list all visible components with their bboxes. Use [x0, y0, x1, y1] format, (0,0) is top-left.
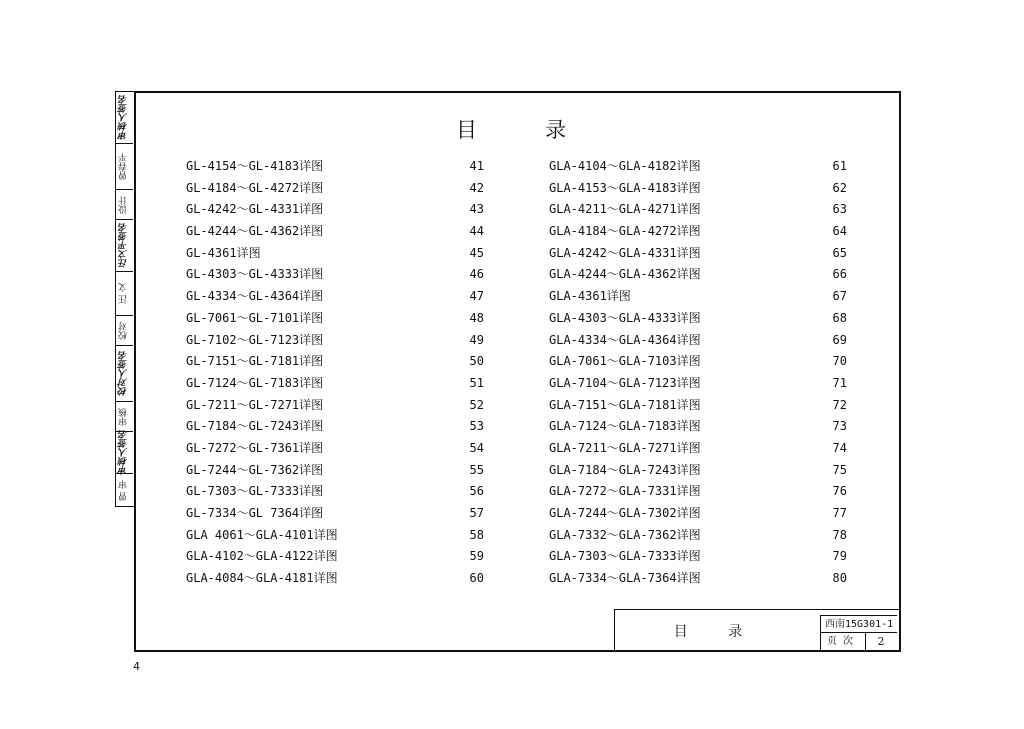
side-cell-design-label: 设计 [116, 190, 133, 220]
toc-entry-page: 44 [469, 224, 484, 239]
page-title-right: 录 [545, 118, 566, 142]
title-block-name: 目 录 [673, 624, 761, 640]
toc-entry [186, 351, 492, 373]
toc-entry-label: GL-7272～GL-7361详图 [186, 440, 324, 455]
toc-entry-page: 54 [469, 440, 484, 455]
toc-entry-page: 65 [832, 245, 847, 260]
toc-entry [549, 178, 849, 200]
toc-entry [549, 416, 849, 438]
toc-entry-page: 60 [469, 571, 484, 586]
side-signature-4: 审核人签名 [116, 432, 133, 474]
toc-entry-label: GLA-4104～GLA-4182详图 [549, 159, 701, 173]
toc-entry [549, 503, 849, 525]
toc-entry-label: GLA-7104～GLA-7123详图 [549, 375, 701, 390]
toc-entry-page: 72 [832, 397, 847, 412]
toc-entry [186, 460, 492, 482]
toc-entry-page: 79 [832, 549, 847, 564]
toc-entry [549, 351, 849, 373]
toc-entry-label: GLA-7303～GLA-7333详图 [549, 549, 701, 564]
toc-entry-label: GLA-7211～GLA-7271详图 [549, 440, 701, 455]
toc-entry-page: 42 [469, 180, 484, 195]
toc-entry-label: GL-4242～GL-4331详图 [186, 202, 324, 217]
toc-entry-label: GL-4154～GL-4183详图 [186, 159, 324, 173]
toc-entry-page: 48 [469, 310, 484, 325]
toc-entry-label: GLA-4303～GLA-4333详图 [549, 310, 701, 325]
toc-entry-label: GLA-7332～GLA-7362详图 [549, 527, 701, 542]
toc-entry [549, 286, 849, 308]
toc-entry [186, 199, 492, 221]
toc-entry-page: 53 [469, 419, 484, 434]
side-cell-name-3: 曾 审 [119, 480, 129, 501]
toc-entry-page: 59 [469, 549, 484, 564]
toc-entry-page: 68 [832, 310, 847, 325]
toc-entry [186, 373, 492, 395]
toc-entry [549, 156, 849, 178]
toc-entry-label: GL-7334～GL 7364详图 [186, 506, 324, 520]
toc-entry-label: GL-4334～GL-4364详图 [186, 289, 324, 304]
toc-entry-page: 64 [832, 224, 847, 239]
toc-entry-page: 41 [469, 159, 484, 173]
toc-entry [186, 286, 492, 308]
toc-entry [549, 438, 849, 460]
toc-entry-label: GLA-7124～GLA-7183详图 [549, 419, 701, 434]
toc-entry-page: 61 [832, 159, 847, 173]
title-block-info [820, 615, 897, 651]
toc-entry [549, 199, 849, 221]
toc-entry-label: GLA-7272～GLA-7331详图 [549, 484, 701, 499]
toc-entry-page: 43 [469, 202, 484, 217]
toc-entry-label: GL-4303～GL-4333详图 [186, 267, 324, 282]
toc-entry-page: 71 [832, 375, 847, 390]
side-cell-name-1: 曾春平 [116, 144, 133, 190]
toc-entry-label: GL-7124～GL-7183详图 [186, 375, 324, 390]
toc-entry [549, 481, 849, 503]
toc-entry [549, 546, 849, 568]
toc-entry-label: GLA-4334～GLA-4364详图 [549, 332, 701, 347]
side-signature-2: 汪文平签名 [116, 220, 133, 272]
toc-entry-page: 70 [832, 354, 847, 369]
page-title-left: 目 [456, 118, 477, 142]
toc-entry-page: 69 [832, 332, 847, 347]
toc-entry [186, 264, 492, 286]
toc-right-column [549, 156, 849, 590]
toc-entry-page: 80 [832, 571, 847, 586]
toc-entry [186, 178, 492, 200]
toc-entry-page: 78 [832, 527, 847, 542]
toc-entry-label: GLA-4211～GLA-4271详图 [549, 202, 701, 217]
side-cell-check-label: 校对 [116, 316, 133, 346]
toc-entry-page: 49 [469, 332, 484, 347]
toc-entry-label: GLA 4061～GLA-4101详图 [186, 527, 338, 542]
toc-entry-label: GL-7184～GL-7243详图 [186, 419, 324, 434]
toc-entry [186, 416, 492, 438]
toc-entry [186, 308, 492, 330]
toc-entry-page: 46 [469, 267, 484, 282]
toc-entry [549, 264, 849, 286]
toc-entry [549, 568, 849, 590]
toc-left-column [186, 156, 492, 590]
toc-entry [549, 243, 849, 265]
toc-entry-page: 50 [469, 354, 484, 369]
toc-entry-page: 76 [832, 484, 847, 499]
toc-entry-label: GLA-4084～GLA-4181详图 [186, 571, 338, 586]
toc-entry-label: GL-4361详图 [186, 245, 261, 260]
toc-entry-page: 45 [469, 245, 484, 260]
toc-entry-page: 66 [832, 267, 847, 282]
atlas-code: 西南15G301-1 [821, 616, 897, 633]
toc-entry-label: GLA-4244～GLA-4362详图 [549, 267, 701, 282]
toc-entry-label: GLA-4242～GLA-4331详图 [549, 245, 701, 260]
toc-entry-label: GLA-4361详图 [549, 289, 631, 304]
toc-entry-label: GLA-7184～GLA-7243详图 [549, 462, 701, 477]
toc-entry-page: 62 [832, 180, 847, 195]
toc-entry-label: GL-4184～GL-4272详图 [186, 180, 324, 195]
toc-entry-label: GL-7211～GL-7271详图 [186, 397, 324, 412]
toc-entry [186, 243, 492, 265]
toc-entry-page: 74 [832, 440, 847, 455]
toc-entry-page: 77 [832, 506, 847, 520]
side-signature-3: 校对人签名 [116, 346, 133, 402]
toc-entry-label: GL-4244～GL-4362详图 [186, 224, 324, 239]
toc-entry [186, 481, 492, 503]
toc-entry [549, 395, 849, 417]
side-cell-review-label: 审核 [116, 402, 133, 432]
toc-entry-label: GLA-7151～GLA-7181详图 [549, 397, 701, 412]
toc-entry-page: 52 [469, 397, 484, 412]
side-cell-name-2: 汪 文 [116, 272, 133, 316]
toc-entry [549, 525, 849, 547]
toc-entry-page: 58 [469, 527, 484, 542]
toc-entry-page: 75 [832, 462, 847, 477]
toc-entry [186, 503, 492, 525]
toc-entry-label: GL-7303～GL-7333详图 [186, 484, 324, 499]
toc-entry [186, 525, 492, 547]
toc-entry-label: GLA-4102～GLA-4122详图 [186, 549, 338, 564]
side-signature-1: 审核人签名 [116, 92, 133, 144]
toc-entry [186, 156, 492, 178]
toc-entry-page: 55 [469, 462, 484, 477]
toc-entry-page: 63 [832, 202, 847, 217]
approval-strip [115, 91, 134, 507]
page-label: 页次 [821, 633, 866, 651]
toc-entry-label: GL-7102～GL-7123详图 [186, 332, 324, 347]
toc-entry [549, 373, 849, 395]
sheet-page-number: 2 [877, 635, 885, 648]
toc-entry [186, 330, 492, 352]
toc-entry [549, 308, 849, 330]
page-footer-number: 4 [133, 660, 140, 673]
toc-entry [549, 330, 849, 352]
toc-entry-label: GLA-7334～GLA-7364详图 [549, 571, 701, 586]
toc-entry-page: 57 [469, 506, 484, 520]
toc-entry-label: GL-7061～GL-7101详图 [186, 310, 324, 325]
toc-entry-page: 67 [832, 289, 847, 304]
toc-entry [186, 221, 492, 243]
toc-entry-label: GLA-4184～GLA-4272详图 [549, 224, 701, 239]
toc-entry [549, 221, 849, 243]
toc-entry-page: 47 [469, 289, 484, 304]
toc-entry [186, 546, 492, 568]
toc-entry-label: GLA-4153～GLA-4183详图 [549, 180, 701, 195]
toc-entry-page: 56 [469, 484, 484, 499]
toc-entry-label: GL-7244～GL-7362详图 [186, 462, 324, 477]
toc-entry-label: GLA-7061～GLA-7103详图 [549, 354, 701, 369]
toc-entry [549, 460, 849, 482]
toc-entry-page: 51 [469, 375, 484, 390]
toc-entry-label: GL-7151～GL-7181详图 [186, 354, 324, 369]
toc-entry [186, 395, 492, 417]
toc-entry-page: 73 [832, 419, 847, 434]
toc-entry [186, 438, 492, 460]
toc-entry-label: GLA-7244～GLA-7302详图 [549, 506, 701, 520]
toc-entry [186, 568, 492, 590]
